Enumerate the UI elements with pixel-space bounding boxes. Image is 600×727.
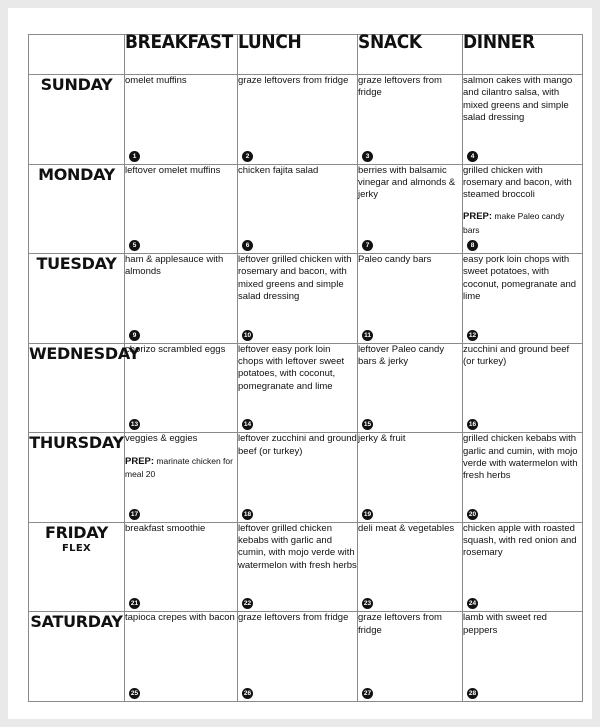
meal-number-badge: 28 (468, 690, 477, 697)
meal-number-badge: 14 (243, 421, 252, 429)
meal-number-badge: 12 (468, 331, 477, 339)
day-name: THURSDAY (29, 433, 124, 453)
corner-header (29, 30, 125, 75)
prep-note (463, 210, 582, 236)
meal-number-badge: 2 (242, 151, 253, 162)
day-row (29, 433, 583, 523)
day-name: MONDAY (38, 164, 115, 184)
day-label-cell (29, 522, 125, 612)
meal-number-badge: 3 (362, 151, 373, 162)
meal-number-badge: 24 (468, 600, 477, 608)
lunch-cell (238, 433, 358, 523)
snack-cell (358, 612, 463, 702)
header-row (29, 35, 583, 75)
meal-text: omelet muffins (125, 75, 187, 86)
meal-number-badge: 5 (129, 240, 140, 251)
prep-text: marinate chicken for meal 20 (125, 455, 233, 479)
dinner-cell (463, 164, 583, 254)
day-name: SATURDAY (30, 612, 123, 632)
dinner-cell (463, 522, 583, 612)
meal-number-badge: 16 (468, 421, 477, 429)
snack-cell (358, 254, 463, 344)
meal-text: grilled chicken kebabs with garlic and cumin, with mojo verde with watermelon with fresh herbs (463, 433, 578, 482)
lunch-cell (238, 343, 358, 433)
meal-text: Paleo candy bars (358, 254, 432, 266)
meal-text: grilled chicken with rosemary and bacon, with steamed broccoli (463, 164, 572, 201)
meal-text: berries with balsamic vinegar and almonds & jerky (358, 164, 456, 201)
meal-text: leftover easy pork loin chops with leftover sweet potatoes, with coconut, pomegranate and lime (238, 343, 345, 392)
meal-text: ham & applesauce with almonds (125, 254, 224, 278)
meal-number-badge: 7 (362, 240, 373, 251)
meal-number-badge: 11 (362, 330, 373, 341)
day-name: SUNDAY (40, 75, 113, 94)
breakfast-cell (125, 343, 238, 433)
meal-text: easy pork loin chops with sweet potatoes, with coconut, pomegranate and lime (463, 254, 577, 303)
meal-number-badge: 9 (129, 330, 140, 341)
prep-label: PREP: (463, 211, 493, 223)
day-name: TUESDAY (36, 254, 117, 274)
day-label-cell (29, 612, 125, 702)
dinner-header: DINNER (463, 30, 583, 75)
snack-cell (358, 164, 463, 254)
day-row (29, 75, 583, 165)
breakfast-cell (125, 522, 238, 612)
meal-text: breakfast smoothie (125, 522, 206, 534)
meal-text: chorizo scrambled eggs (125, 343, 226, 355)
meal-number-badge: 19 (363, 510, 372, 518)
meal-text: leftover grilled chicken with rosemary and bacon, with mixed greens and simple salad dressing (238, 254, 352, 303)
meal-number-badge: 26 (243, 690, 252, 697)
meal-text: graze leftovers from fridge (238, 612, 349, 624)
day-row (29, 343, 583, 433)
meal-number-badge: 23 (363, 600, 372, 608)
meal-text: lamb with sweet red peppers (463, 612, 547, 636)
meal-text: leftover omelet muffins (125, 164, 221, 176)
meal-number-badge: 10 (243, 331, 252, 339)
meal-plan-table (28, 30, 583, 702)
lunch-header: LUNCH (238, 30, 358, 75)
meal-number-badge: 4 (467, 151, 478, 162)
breakfast-cell (125, 433, 238, 523)
meal-text: zucchini and ground beef (or turkey) (463, 343, 570, 367)
meal-text: jerky & fruit (358, 433, 406, 445)
meal-text: chicken fajita salad (238, 164, 319, 176)
day-sub-label: FLEX (62, 542, 91, 554)
lunch-cell (238, 75, 358, 165)
day-label-cell (29, 433, 125, 523)
breakfast-cell (125, 75, 238, 165)
day-row (29, 522, 583, 612)
meal-text: tapioca crepes with bacon (125, 612, 235, 624)
meal-number-badge: 17 (130, 510, 139, 518)
dinner-cell (463, 75, 583, 165)
lunch-cell (238, 164, 358, 254)
snack-cell (358, 75, 463, 165)
lunch-cell (238, 254, 358, 344)
prep-text: make Paleo candy bars (463, 211, 565, 235)
meal-text: graze leftovers from fridge (358, 75, 442, 99)
meal-number-badge: 27 (363, 690, 372, 697)
dinner-cell (463, 612, 583, 702)
prep-label: PREP: (125, 455, 155, 467)
day-row (29, 254, 583, 344)
meal-number-badge: 1 (129, 151, 140, 162)
breakfast-header: BREAKFAST (125, 30, 238, 75)
meal-number-badge: 15 (363, 421, 372, 429)
meal-number-badge: 20 (468, 510, 477, 518)
meal-plan-page (8, 8, 592, 719)
meal-text: veggies & eggies (125, 433, 198, 445)
day-row (29, 612, 583, 702)
day-name: WEDNESDAY (29, 343, 140, 363)
meal-text: graze leftovers from fridge (358, 612, 442, 636)
dinner-cell (463, 433, 583, 523)
prep-note (125, 455, 237, 481)
meal-text: leftover grilled chicken kebabs with garlic and cumin, with mojo verde with watermelon with fresh herbs (238, 522, 357, 571)
snack-cell (358, 522, 463, 612)
meal-text: leftover Paleo candy bars & jerky (358, 343, 445, 367)
meal-text: salmon cakes with mango and cilantro salsa, with mixed greens and simple salad dressing (463, 75, 573, 123)
snack-cell (358, 433, 463, 523)
meal-number-badge: 8 (467, 240, 478, 251)
meal-text: deli meat & vegetables (358, 522, 455, 534)
lunch-cell (238, 522, 358, 612)
meal-text: leftover zucchini and ground beef (or turkey) (238, 433, 357, 457)
day-row (29, 164, 583, 254)
meal-text: graze leftovers from fridge (238, 75, 349, 86)
breakfast-cell (125, 254, 238, 344)
day-label-cell (29, 254, 125, 344)
meal-number-badge: 22 (243, 600, 252, 608)
dinner-cell (463, 254, 583, 344)
meal-text: chicken apple with roasted squash, with red onion and rosemary (463, 522, 577, 559)
meal-number-badge: 13 (130, 421, 139, 429)
meal-number-badge: 21 (130, 600, 139, 608)
meal-number-badge: 6 (242, 240, 253, 251)
breakfast-cell (125, 164, 238, 254)
meal-number-badge: 18 (243, 510, 252, 518)
day-label-cell (29, 164, 125, 254)
breakfast-cell (125, 612, 238, 702)
day-name: FRIDAY (44, 522, 109, 542)
meal-number-badge: 25 (130, 690, 139, 697)
snack-header: SNACK (358, 30, 463, 75)
dinner-cell (463, 343, 583, 433)
snack-cell (358, 343, 463, 433)
lunch-cell (238, 612, 358, 702)
day-label-cell (29, 75, 125, 165)
